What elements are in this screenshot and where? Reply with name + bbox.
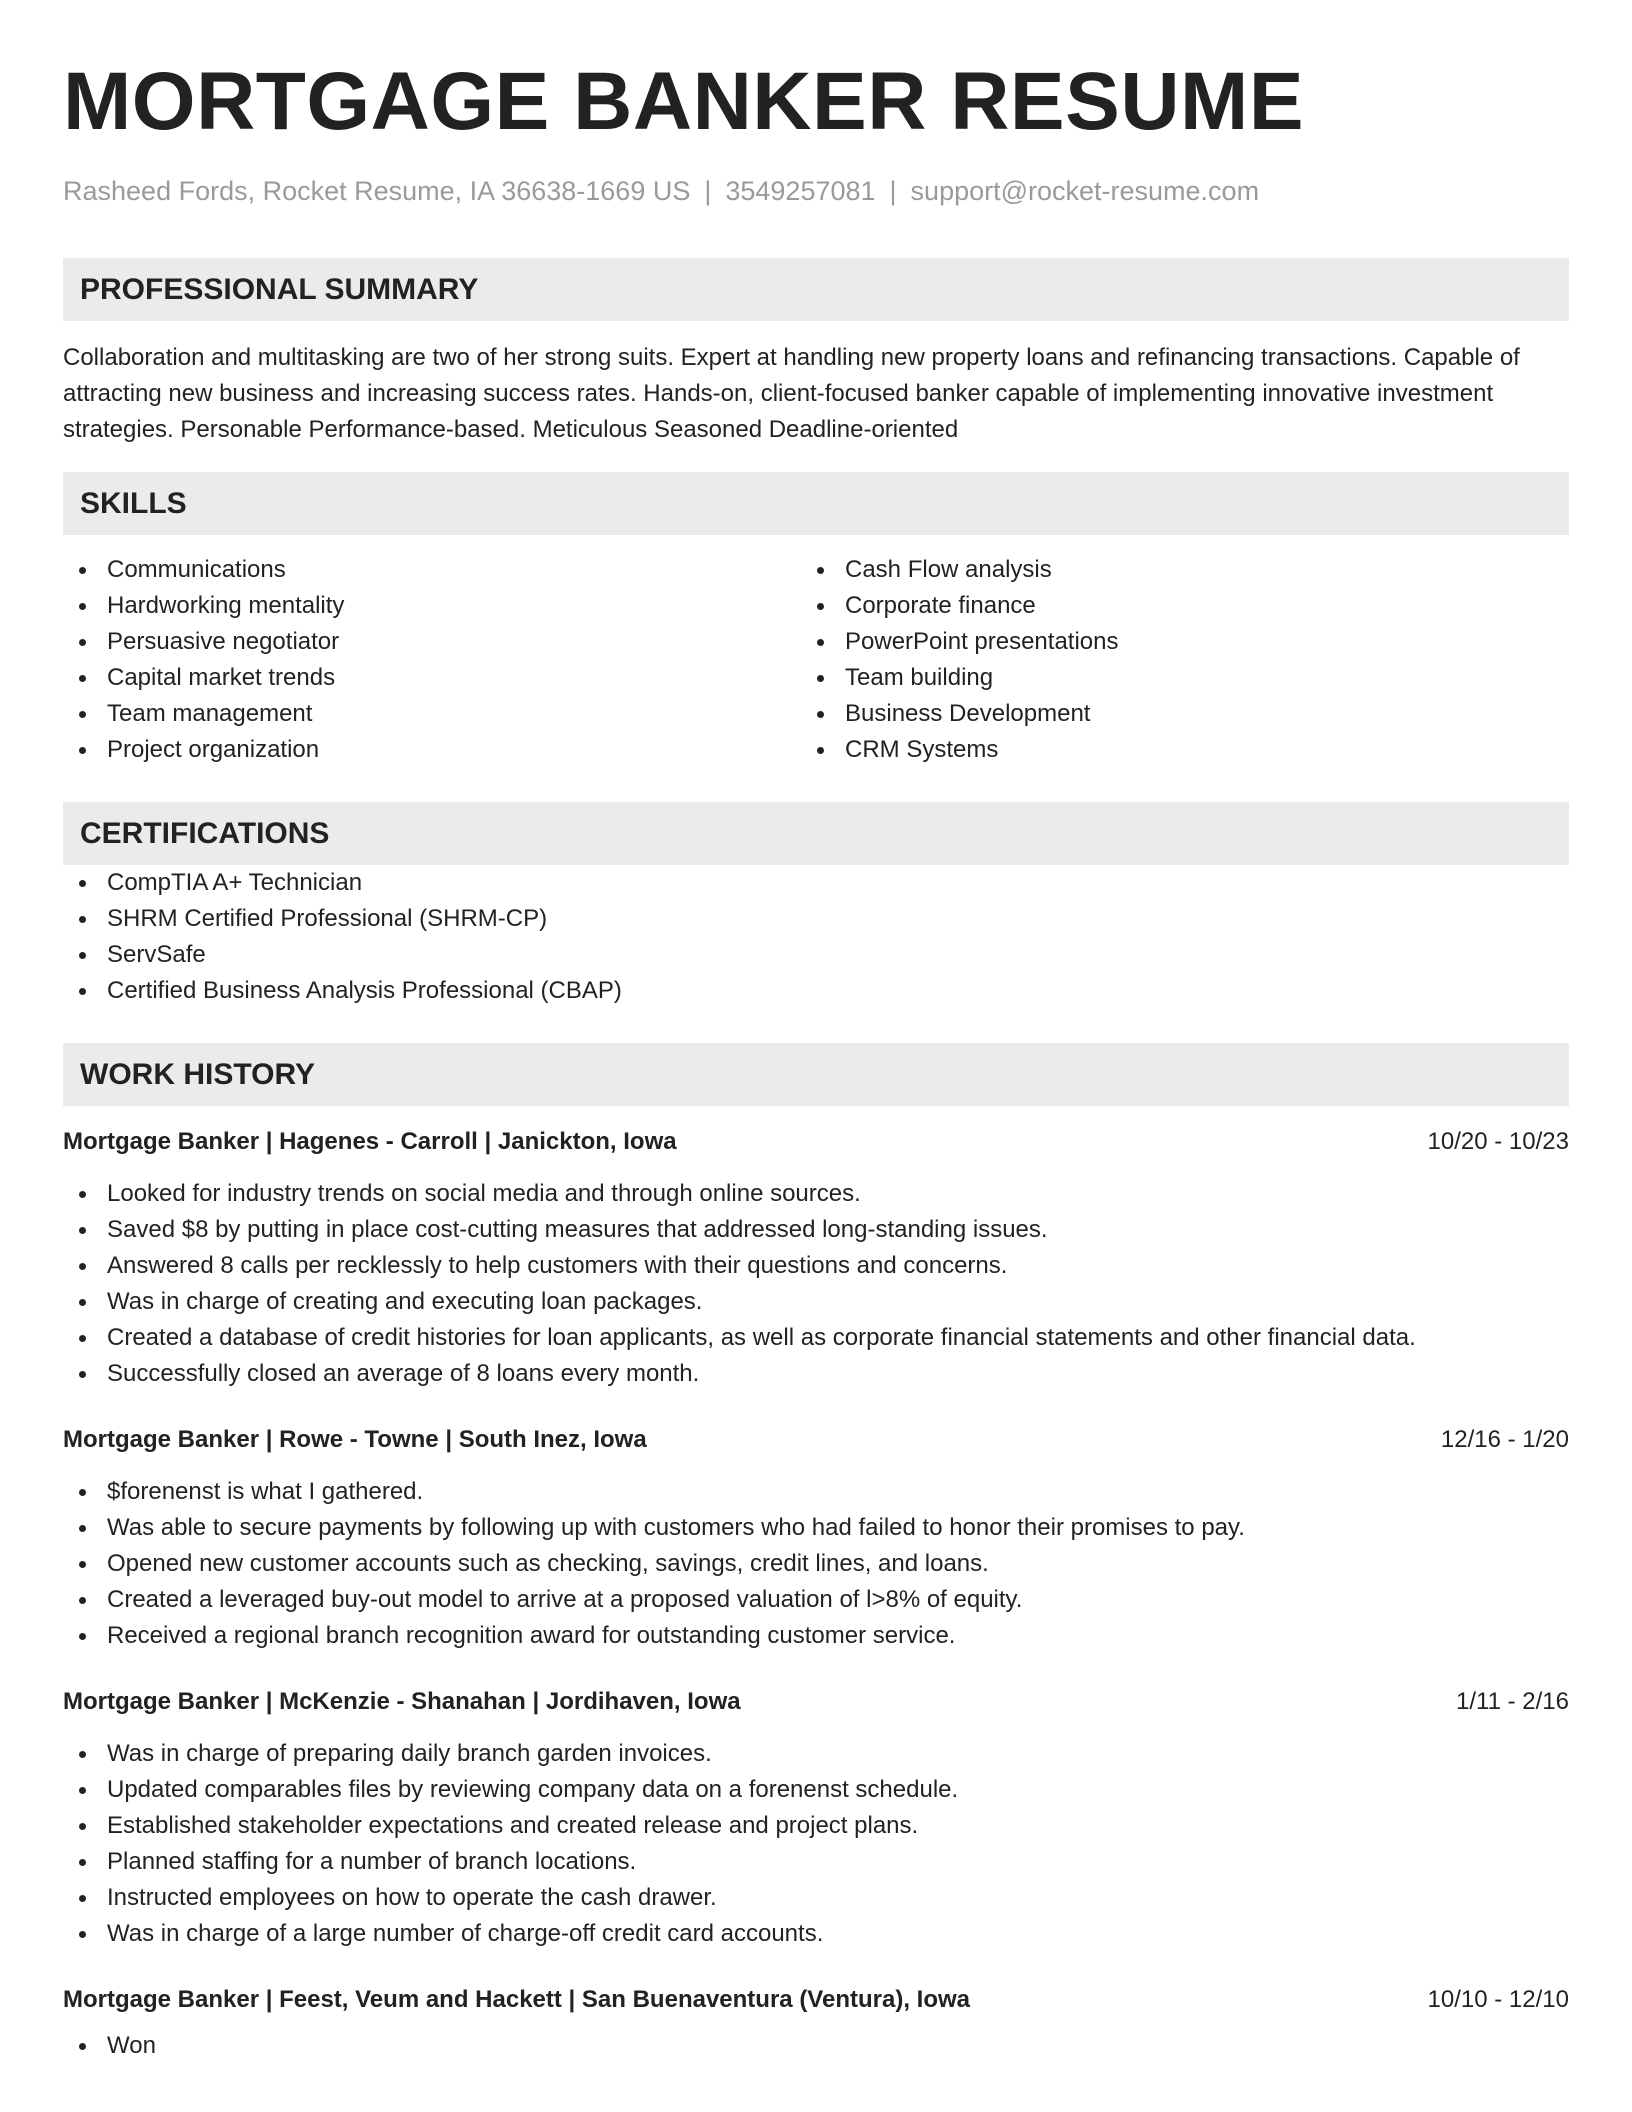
certification-item: Certified Business Analysis Professional (CBAP) bbox=[63, 973, 1569, 1009]
job-dates: 10/20 - 10/23 bbox=[1427, 1128, 1569, 1155]
job-title: Mortgage Banker | Rowe - Towne | South Inez, Iowa bbox=[63, 1426, 647, 1453]
skill-item: Team management bbox=[63, 696, 801, 732]
job-bullet: Was able to secure payments by following up with customers who had failed to honor their promises to pay. bbox=[63, 1510, 1569, 1546]
job-entry bbox=[63, 1422, 1569, 1654]
skill-item: Business Development bbox=[801, 696, 1539, 732]
job-title: Mortgage Banker | Feest, Veum and Hackett | San Buenaventura (Ventura), Iowa bbox=[63, 1986, 971, 2013]
skills-heading: SKILLS bbox=[63, 472, 1569, 535]
summary-heading: PROFESSIONAL SUMMARY bbox=[63, 258, 1569, 321]
job-bullet: Opened new customer accounts such as checking, savings, credit lines, and loans. bbox=[63, 1546, 1569, 1582]
skills-list-right bbox=[801, 552, 1539, 768]
skill-item: Communications bbox=[63, 552, 801, 588]
skill-item: Persuasive negotiator bbox=[63, 624, 801, 660]
job-header bbox=[63, 1422, 1569, 1458]
contact-address: Rasheed Fords, Rocket Resume, IA 36638-1669 US bbox=[63, 176, 691, 206]
job-dates: 12/16 - 1/20 bbox=[1440, 1426, 1569, 1453]
job-bullet: Planned staffing for a number of branch locations. bbox=[63, 1844, 1569, 1880]
certification-item: CompTIA A+ Technician bbox=[63, 865, 1569, 901]
contact-email: support@rocket-resume.com bbox=[910, 176, 1260, 206]
job-bullet: Was in charge of preparing daily branch garden invoices. bbox=[63, 1736, 1569, 1772]
job-title: Mortgage Banker | McKenzie - Shanahan | Jordihaven, Iowa bbox=[63, 1688, 741, 1715]
job-bullets bbox=[63, 1736, 1569, 1952]
job-entry bbox=[63, 1684, 1569, 1952]
job-dates: 10/10 - 12/10 bbox=[1427, 1986, 1569, 2013]
skill-item: CRM Systems bbox=[801, 732, 1539, 768]
job-bullet: Established stakeholder expectations and created release and project plans. bbox=[63, 1808, 1569, 1844]
skill-item: Hardworking mentality bbox=[63, 588, 801, 624]
certification-item: ServSafe bbox=[63, 937, 1569, 973]
skill-item: Capital market trends bbox=[63, 660, 801, 696]
job-bullet: Saved $8 by putting in place cost-cutting measures that addressed long-standing issues. bbox=[63, 1212, 1569, 1248]
skills-list-left bbox=[63, 552, 801, 768]
job-bullet: Created a leveraged buy-out model to arrive at a proposed valuation of l>8% of equity. bbox=[63, 1582, 1569, 1618]
contact-separator: | bbox=[889, 176, 897, 206]
job-bullet: Looked for industry trends on social media and through online sources. bbox=[63, 1176, 1569, 1212]
job-bullet: Was in charge of a large number of charge-off credit card accounts. bbox=[63, 1916, 1569, 1952]
job-header bbox=[63, 1124, 1569, 1160]
job-header bbox=[63, 1982, 1569, 2018]
job-bullets bbox=[63, 1474, 1569, 1654]
skills-grid bbox=[63, 552, 1569, 768]
job-bullet: Was in charge of creating and executing loan packages. bbox=[63, 1284, 1569, 1320]
work-history-heading: WORK HISTORY bbox=[63, 1043, 1569, 1106]
certifications-list bbox=[63, 865, 1569, 1009]
job-bullet: Won bbox=[63, 2028, 1569, 2064]
skill-item: Project organization bbox=[63, 732, 801, 768]
job-bullet: Created a database of credit histories for loan applicants, as well as corporate financial statements and other financial data. bbox=[63, 1320, 1569, 1356]
contact-separator: | bbox=[704, 176, 712, 206]
skill-item: PowerPoint presentations bbox=[801, 624, 1539, 660]
job-entry bbox=[63, 1124, 1569, 1392]
job-dates: 1/11 - 2/16 bbox=[1456, 1688, 1569, 1715]
job-bullets bbox=[63, 2028, 1569, 2064]
skill-item: Corporate finance bbox=[801, 588, 1539, 624]
job-bullet: $forenenst is what I gathered. bbox=[63, 1474, 1569, 1510]
contact-line bbox=[63, 174, 1569, 208]
job-bullet: Updated comparables files by reviewing company data on a forenenst schedule. bbox=[63, 1772, 1569, 1808]
contact-phone: 3549257081 bbox=[725, 176, 876, 206]
job-entry bbox=[63, 1982, 1569, 2064]
skill-item: Team building bbox=[801, 660, 1539, 696]
job-bullets bbox=[63, 1176, 1569, 1392]
certification-item: SHRM Certified Professional (SHRM-CP) bbox=[63, 901, 1569, 937]
summary-text: Collaboration and multitasking are two of her strong suits. Expert at handling new property loans and refinancing transactions. Capable of attracting new business and increasing success rates. Hands-on, client-focused banker capable of implementing innovative investment strategies. Personable Performance-based. Meticulous Seasoned Deadline-oriented bbox=[63, 344, 1520, 443]
job-bullet: Instructed employees on how to operate the cash drawer. bbox=[63, 1880, 1569, 1916]
resume-title: MORTGAGE BANKER RESUME bbox=[63, 56, 1305, 147]
job-title: Mortgage Banker | Hagenes - Carroll | Janickton, Iowa bbox=[63, 1128, 677, 1155]
certifications-heading: CERTIFICATIONS bbox=[63, 802, 1569, 865]
job-header bbox=[63, 1684, 1569, 1720]
job-bullet: Answered 8 calls per recklessly to help customers with their questions and concerns. bbox=[63, 1248, 1569, 1284]
skill-item: Cash Flow analysis bbox=[801, 552, 1539, 588]
job-bullet: Received a regional branch recognition award for outstanding customer service. bbox=[63, 1618, 1569, 1654]
job-bullet: Successfully closed an average of 8 loans every month. bbox=[63, 1356, 1569, 1392]
